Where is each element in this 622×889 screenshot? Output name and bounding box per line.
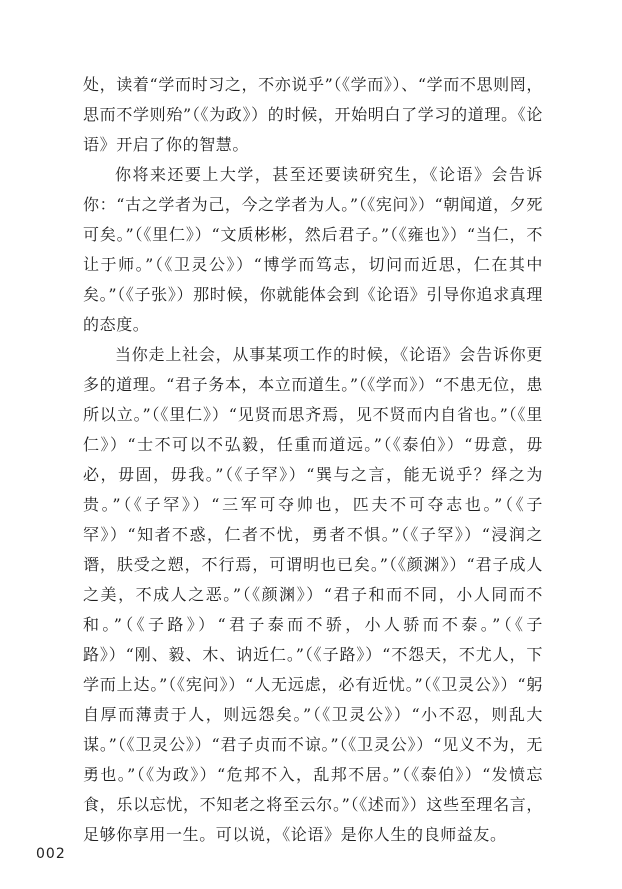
paragraph-continuation: 处，读着“学而时习之，不亦说乎”（《学而》）、“学而不思则罔，思而不学则殆”（《为政》）的时候，开始明白了学习的道理。《论语》开启了你的智慧。	[83, 75, 543, 154]
page-number: 002	[36, 846, 66, 862]
paragraph-society: 当你走上社会，从事某项工作的时候，《论语》会告诉你更多的道理。“君子务本，本立而道生。”（《学而》）“不患无位，患所以立。”（《里仁》）“见贤而思齐焉，见不贤而内自省也。”（《里仁》）“士不可以不弘毅，任重而道远。”（《泰伯》）“毋意，毋必，毋固，毋我。”（《子罕》）“巽与之言，能无说乎？绎之为贵。”（《子罕》）“三军可夺帅也，匹夫不可夺志也。”（《子罕》）“知者不惑，仁者不忧，勇者不惧。”（《子罕》）“浸润之谮，肤受之愬，不行焉，可谓明也已矣。”（《颜渊》）“君子成人之美，不成人之恶。”（《颜渊》）“君子和而不同，小人同而不和。”（《子路》）“君子泰而不骄，小人骄而不泰。”（《子路》）“刚、毅、木、讷近仁。”（《子路》）“不怨天，不尤人，下学而上达。”（《宪问》）“人无远虑，必有近忧。”（《卫灵公》）“躬自厚而薄责于人，则远怨矣。”（《卫灵公》）“小不忍，则乱大谋。”（《卫灵公》）“君子贞而不谅。”（《卫灵公》）“见义不为，无勇也。”（《为政》）“危邦不入，乱邦不居。”（《泰伯》）“发愤忘食，乐以忘忧，不知老之将至云尔。”（《述而》）这些至理名言，足够你享用一生。可以说，《论语》是你人生的良师益友。	[83, 345, 543, 844]
page-body	[83, 70, 543, 850]
paragraph-university: 你将来还要上大学，甚至还要读研究生，《论语》会告诉你：“古之学者为己，今之学者为人。”（《宪问》）“朝闻道，夕死可矣。”（《里仁》）“文质彬彬，然后君子。”（《雍也》）“当仁，不让于师。”（《卫灵公》）“博学而笃志，切问而近思，仁在其中矣。”（《子张》）那时候，你就能体会到《论语》引导你追求真理的态度。	[83, 165, 543, 334]
